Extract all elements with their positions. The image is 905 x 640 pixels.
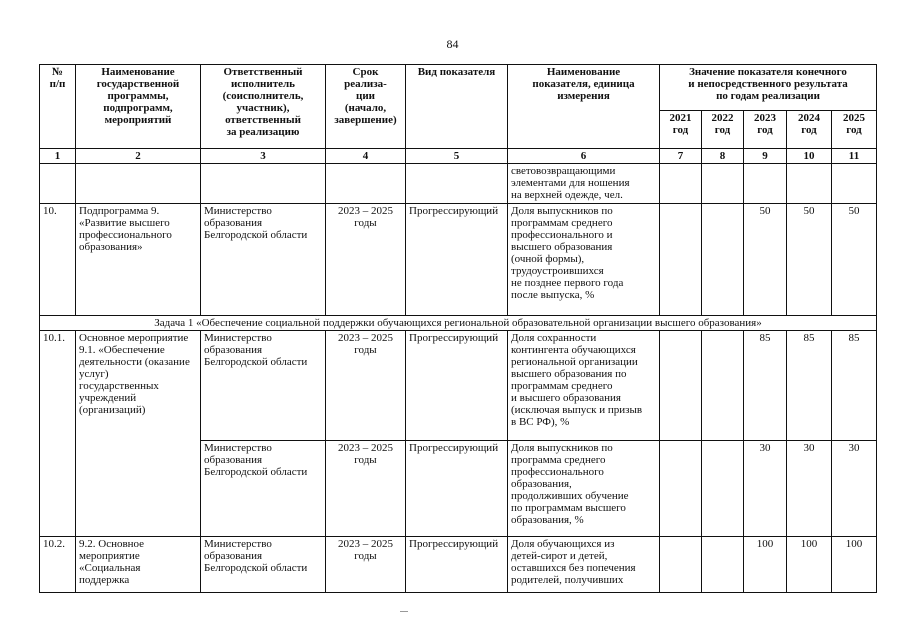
term-cell: 2023 – 2025 годы [326,537,406,593]
header-year-2025: 2025 год [832,111,877,149]
value-2023: 50 [744,204,787,316]
header-year-2021: 2021 год [660,111,702,149]
row-number: 10.2. [40,537,76,593]
header-term: Срок реализа- ции (начало, завершение) [326,65,406,149]
value-2021 [660,537,702,593]
term-cell: 2023 – 2025 годы [326,441,406,537]
col-number: 8 [702,149,744,164]
value-2023: 100 [744,537,787,593]
col-number: 3 [201,149,326,164]
value-2025: 50 [832,204,877,316]
program-name-cell: 9.2. Основное мероприятие «Социальная поддержка [76,537,201,593]
table-row [40,164,877,204]
indicators-table [39,64,877,593]
table-row [40,537,877,593]
page-number: 84 [446,37,459,51]
indicator-kind-cell: Прогрессирующий [406,537,508,593]
row-number: 10.1. [40,331,76,537]
value-2025: 85 [832,331,877,441]
indicator-cell: световозвращающими элементами для ношения на верхней одежде, чел. [508,164,660,204]
header-values-by-year: Значение показателя конечного и непосредственного результата по годам реализации [660,65,877,111]
value-2021 [660,204,702,316]
indicator-cell: Доля обучающихся из детей-сирот и детей, оставшихся без попечения родителей, получивших [508,537,660,593]
col-number: 6 [508,149,660,164]
value-2021 [660,441,702,537]
indicator-cell: Доля выпускников по программам среднего профессионального и высшего образования (очной формы), трудоустроившихся не позднее первого года после выпуска, % [508,204,660,316]
col-number: 11 [832,149,877,164]
scan-artifact [400,611,408,612]
value-2023: 30 [744,441,787,537]
program-name-cell: Подпрограмма 9. «Развитие высшего профессионального образования» [76,204,201,316]
header-indicator-kind: Вид показателя [406,65,508,149]
task-row [40,316,877,331]
indicator-kind-cell: Прогрессирующий [406,204,508,316]
value-2021 [660,331,702,441]
value-2025: 100 [832,537,877,593]
header-indicator-name: Наименование показателя, единица измерения [508,65,660,149]
indicator-cell: Доля выпускников по программа среднего профессионального образования, продолживших обучение по программам высшего образования, % [508,441,660,537]
program-name-cell: Основное мероприятие 9.1. «Обеспечение деятельности (оказание услуг) государственных учреждений (организаций) [76,331,201,537]
executor-cell: Министерство образования Белгородской области [201,331,326,441]
value-2024: 30 [787,441,832,537]
col-number: 5 [406,149,508,164]
value-2024: 85 [787,331,832,441]
header-program-name: Наименование государственной программы, подпрограмм, мероприятий [76,65,201,149]
value-2022 [702,204,744,316]
col-number: 9 [744,149,787,164]
col-number: 4 [326,149,406,164]
value-2023: 85 [744,331,787,441]
term-cell: 2023 – 2025 годы [326,204,406,316]
value-2022 [702,537,744,593]
executor-cell: Министерство образования Белгородской области [201,441,326,537]
term-cell: 2023 – 2025 годы [326,331,406,441]
executor-cell: Министерство образования Белгородской области [201,537,326,593]
table-row [40,204,877,316]
row-number: 10. [40,204,76,316]
col-number: 1 [40,149,76,164]
header-year-2024: 2024 год [787,111,832,149]
col-number: 10 [787,149,832,164]
header-number: № п/п [40,65,76,149]
header-executor: Ответственный исполнитель (соисполнитель, участник), ответственный за реализацию [201,65,326,149]
value-2024: 50 [787,204,832,316]
value-2022 [702,441,744,537]
value-2022 [702,331,744,441]
value-2024: 100 [787,537,832,593]
indicator-kind-cell: Прогрессирующий [406,331,508,441]
indicator-kind-cell: Прогрессирующий [406,441,508,537]
executor-cell: Министерство образования Белгородской области [201,204,326,316]
table-row [40,331,877,441]
col-number: 7 [660,149,702,164]
indicator-cell: Доля сохранности контингента обучающихся региональной организации высшего образования по программам среднего и высшего образования (исключая выпуск и призыв в ВС РФ), % [508,331,660,441]
value-2025: 30 [832,441,877,537]
header-year-2023: 2023 год [744,111,787,149]
header-year-2022: 2022 год [702,111,744,149]
col-number: 2 [76,149,201,164]
task-title: Задача 1 «Обеспечение социальной поддержки обучающихся региональной образовательной организации высшего образования» [40,316,877,331]
